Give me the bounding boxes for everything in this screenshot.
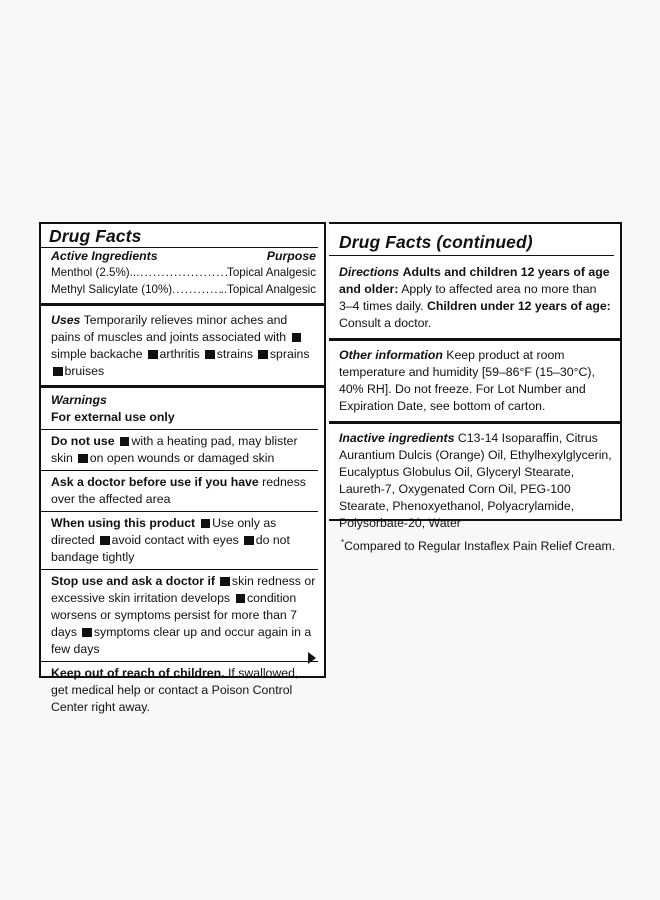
bullet-square-icon — [258, 350, 268, 360]
external-use-text: For external use only — [51, 410, 175, 424]
active-ingredients-label: Active Ingredients — [51, 249, 158, 263]
directions-label: Directions — [339, 265, 400, 279]
bullet-square-icon — [292, 333, 302, 343]
drug-facts-continued-panel — [329, 222, 622, 530]
uses-item: arthritis — [159, 347, 200, 361]
ask-doctor-label: Ask a doctor before use if you have — [51, 475, 259, 489]
other-information-section — [329, 341, 620, 421]
stop-use-item: symptoms clear up and occur again in a few days — [51, 625, 312, 656]
stop-use-item: condition worsens or symptoms persist for more than 7 days — [51, 591, 298, 639]
keep-out-section — [41, 662, 324, 719]
inactive-ingredients-section — [329, 424, 620, 535]
bullet-square-icon — [220, 577, 230, 587]
purpose-label: Purpose — [266, 249, 316, 263]
keep-out-text: If swallowed, get medical help or contact a Poison Control Center right away. — [51, 666, 299, 714]
stop-use-item: skin redness or excessive skin irritation develops — [51, 574, 316, 605]
bullet-square-icon — [120, 437, 130, 447]
leader-dots — [136, 264, 227, 281]
bullet-square-icon — [100, 536, 110, 546]
do-not-use-item: with a heating pad, may blister skin — [51, 434, 298, 465]
keep-out-label: Keep out of reach of children. — [51, 666, 225, 680]
bullet-square-icon — [53, 367, 63, 377]
ingredient-purpose: Topical Analgesic — [227, 266, 316, 279]
warnings-label: Warnings — [51, 393, 107, 407]
uses-section — [41, 306, 324, 385]
warnings-section — [41, 388, 324, 429]
directions-adults-label: Adults and children 12 years of age and older: — [339, 265, 610, 296]
ingredient-row — [41, 281, 324, 303]
ingredient-name: Methyl Salicylate (10%) — [51, 283, 173, 296]
continue-arrow-icon — [308, 652, 316, 664]
ingredient-name: Menthol (2.5%).. — [51, 266, 137, 279]
bullet-square-icon — [205, 350, 215, 360]
drug-facts-continued-title: Drug Facts (continued) — [329, 224, 614, 256]
drug-facts-panel — [39, 222, 326, 714]
directions-adults-text: Apply to affected area no more than 3–4 times daily. — [339, 282, 597, 313]
other-information-label: Other information — [339, 348, 443, 362]
leader-dots — [172, 281, 220, 298]
do-not-use-item: on open wounds or damaged skin — [89, 451, 275, 465]
directions-children-label: Children under 12 years of age: — [426, 299, 611, 313]
footnote — [341, 535, 615, 554]
uses-item: strains — [216, 347, 253, 361]
do-not-use-section — [41, 430, 324, 470]
when-using-label: When using this product — [51, 516, 196, 530]
uses-item: sprains — [269, 347, 310, 361]
stop-use-label: Stop use and ask a doctor if — [51, 574, 215, 588]
uses-label: Uses — [51, 313, 81, 327]
inactive-ingredients-label: Inactive ingredients — [339, 431, 455, 445]
inactive-ingredients-text: C13-14 Isoparaffin, Citrus Aurantium Dulcis (Orange) Oil, Ethylhexylglycerin, Eucalyptus Globulus Oil, Glyceryl Stearate, Laureth-7, Oxygenated Corn Oil, PEG-100 Stearate, Phenoxyethanol, Polyacrylamide, Polysorbate-20, Water — [339, 431, 612, 530]
directions-section — [329, 256, 620, 338]
ingredient-purpose: ..Topical Analgesic — [220, 283, 316, 296]
do-not-use-label: Do not use — [51, 434, 115, 448]
uses-intro: Temporarily relieves minor aches and pains of muscles and joints associated with — [51, 313, 288, 344]
bullet-square-icon — [236, 594, 246, 604]
ask-doctor-section — [41, 471, 324, 511]
stop-use-section — [41, 570, 324, 661]
uses-item: bruises — [64, 364, 105, 378]
when-using-item: do not bandage tightly — [51, 533, 290, 564]
bullet-square-icon — [244, 536, 254, 546]
footnote-text: Compared to Regular Instaflex Pain Relief Cream. — [344, 539, 616, 554]
footnote-mark: * — [341, 538, 345, 547]
bullet-square-icon — [201, 519, 211, 529]
when-using-item: Use only as directed — [51, 516, 277, 547]
bullet-square-icon — [78, 454, 88, 464]
when-using-item: avoid contact with eyes — [111, 533, 239, 547]
directions-children-text: Consult a doctor. — [339, 316, 432, 330]
ingredient-row — [41, 264, 324, 281]
other-information-text: Keep product at room temperature and humidity [59–86°F (15–30°C), 40% RH]. Do not freeze. For Lot Number and Expiration Date, see bottom of carton. — [339, 348, 595, 413]
when-using-section — [41, 512, 324, 569]
uses-item: simple backache — [51, 347, 143, 361]
ask-doctor-text: redness over the affected area — [51, 475, 306, 506]
drug-facts-title: Drug Facts — [41, 224, 318, 248]
bullet-square-icon — [82, 628, 92, 638]
active-ingredients-header — [41, 248, 324, 264]
bullet-square-icon — [148, 350, 158, 360]
